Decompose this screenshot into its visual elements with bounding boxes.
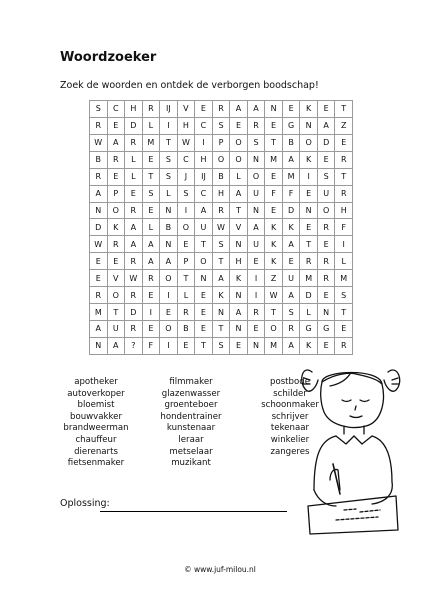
grid-cell[interactable]: B	[160, 219, 178, 236]
grid-cell[interactable]: P	[177, 253, 195, 270]
grid-cell[interactable]: N	[300, 202, 318, 219]
grid-cell[interactable]: R	[335, 337, 353, 354]
grid-cell[interactable]: N	[247, 337, 265, 354]
grid-row	[90, 270, 353, 287]
word-list-item: schilder	[273, 388, 307, 399]
grid-cell[interactable]: A	[282, 151, 300, 168]
word-list-item: metselaar	[169, 446, 213, 457]
grid-cell[interactable]: U	[107, 320, 125, 337]
grid-cell[interactable]: H	[195, 151, 213, 168]
grid-cell[interactable]: I	[247, 270, 265, 287]
grid-cell[interactable]: E	[247, 253, 265, 270]
grid-cell[interactable]: T	[195, 236, 213, 253]
word-list-item: winkelier	[270, 434, 310, 445]
grid-cell[interactable]: E	[107, 253, 125, 270]
grid-cell[interactable]: ?	[125, 337, 143, 354]
grid-cell[interactable]: I	[160, 337, 178, 354]
grid-cell[interactable]: A	[142, 236, 160, 253]
grid-cell[interactable]: H	[335, 202, 353, 219]
word-list-item: brandweerman	[63, 423, 129, 434]
grid-cell[interactable]: O	[230, 134, 248, 151]
grid-cell[interactable]: D	[282, 202, 300, 219]
grid-cell[interactable]: R	[317, 253, 335, 270]
grid-cell[interactable]: S	[160, 168, 178, 185]
grid-cell[interactable]: O	[160, 270, 178, 287]
grid-cell[interactable]: B	[212, 168, 230, 185]
grid-cell[interactable]: E	[230, 337, 248, 354]
grid-cell[interactable]: E	[107, 117, 125, 134]
grid-cell[interactable]: H	[230, 253, 248, 270]
grid-cell[interactable]: O	[195, 253, 213, 270]
grid-cell[interactable]: W	[212, 219, 230, 236]
grid-cell[interactable]: E	[160, 304, 178, 321]
grid-cell[interactable]: I	[247, 287, 265, 304]
grid-cell[interactable]: A	[282, 337, 300, 354]
grid-cell[interactable]: E	[265, 202, 283, 219]
word-search-grid	[89, 100, 353, 355]
grid-cell[interactable]: A	[125, 236, 143, 253]
word-list-item: chauffeur	[75, 434, 117, 445]
word-list-item: postbode	[269, 377, 310, 387]
grid-cell[interactable]: R	[247, 117, 265, 134]
grid-cell[interactable]: D	[125, 304, 143, 321]
word-list-item: autoverkoper	[67, 388, 125, 399]
grid-cell[interactable]: U	[282, 270, 300, 287]
grid-cell[interactable]: L	[300, 304, 318, 321]
grid-cell[interactable]: M	[282, 168, 300, 185]
grid-cell[interactable]: K	[212, 287, 230, 304]
grid-cell[interactable]: L	[230, 168, 248, 185]
grid-cell[interactable]: R	[125, 320, 143, 337]
grid-row	[90, 304, 353, 321]
grid-row	[90, 101, 353, 118]
grid-cell[interactable]: F	[265, 185, 283, 202]
grid-cell[interactable]: B	[90, 151, 108, 168]
grid-cell[interactable]: R	[335, 151, 353, 168]
grid-cell[interactable]: S	[212, 117, 230, 134]
grid-cell[interactable]: E	[230, 117, 248, 134]
word-list-item: kunstenaar	[166, 423, 216, 434]
grid-cell[interactable]: S	[282, 304, 300, 321]
worksheet-title: Woordzoeker	[60, 50, 157, 65]
word-list-item: hondentrainer	[160, 411, 222, 422]
grid-cell[interactable]: W	[177, 134, 195, 151]
grid-cell[interactable]: R	[317, 270, 335, 287]
word-list-item: schrijver	[271, 411, 309, 422]
grid-cell[interactable]: A	[195, 202, 213, 219]
grid-cell[interactable]: R	[212, 101, 230, 118]
grid-cell[interactable]: M	[300, 270, 318, 287]
grid-cell[interactable]: E	[265, 117, 283, 134]
grid-cell[interactable]: R	[335, 185, 353, 202]
grid-cell[interactable]: L	[125, 151, 143, 168]
grid-cell[interactable]: Z	[265, 270, 283, 287]
grid-cell[interactable]: M	[265, 151, 283, 168]
grid-cell[interactable]: G	[282, 117, 300, 134]
grid-cell[interactable]: U	[317, 185, 335, 202]
grid-cell[interactable]: W	[125, 270, 143, 287]
word-list-item: glazenwasser	[161, 388, 221, 399]
grid-cell[interactable]: A	[247, 219, 265, 236]
grid-cell[interactable]: A	[230, 304, 248, 321]
grid-cell[interactable]: O	[247, 168, 265, 185]
word-list-item: filmmaker	[169, 377, 213, 387]
grid-cell[interactable]: S	[247, 134, 265, 151]
grid-cell[interactable]: J	[177, 168, 195, 185]
grid-cell[interactable]: K	[265, 236, 283, 253]
grid-cell[interactable]: A	[125, 219, 143, 236]
grid-cell[interactable]: B	[282, 134, 300, 151]
grid-cell[interactable]: N	[90, 202, 108, 219]
grid-cell[interactable]: E	[335, 134, 353, 151]
grid-cell[interactable]: N	[195, 270, 213, 287]
grid-cell[interactable]: L	[335, 253, 353, 270]
grid-cell[interactable]: R	[142, 101, 160, 118]
grid-cell[interactable]: I	[160, 117, 178, 134]
grid-cell[interactable]: R	[90, 168, 108, 185]
grid-cell[interactable]: O	[107, 287, 125, 304]
grid-cell[interactable]: V	[230, 219, 248, 236]
grid-cell[interactable]: A	[160, 253, 178, 270]
grid-cell[interactable]: N	[247, 202, 265, 219]
grid-cell[interactable]: S	[90, 101, 108, 118]
grid-cell[interactable]: U	[247, 236, 265, 253]
grid-cell[interactable]: I	[177, 202, 195, 219]
grid-cell[interactable]: A	[247, 101, 265, 118]
grid-cell[interactable]: K	[107, 219, 125, 236]
grid-cell[interactable]: S	[335, 287, 353, 304]
word-list-item: dierenarts	[74, 446, 118, 457]
grid-cell[interactable]: M	[265, 337, 283, 354]
grid-cell[interactable]: E	[142, 287, 160, 304]
grid-cell[interactable]: E	[317, 287, 335, 304]
grid-cell[interactable]: K	[300, 151, 318, 168]
grid-cell[interactable]: K	[300, 337, 318, 354]
grid-cell[interactable]: T	[160, 134, 178, 151]
grid-cell[interactable]: C	[177, 151, 195, 168]
grid-cell[interactable]: L	[160, 185, 178, 202]
grid-cell[interactable]: IJ	[160, 101, 178, 118]
grid-cell[interactable]: L	[142, 219, 160, 236]
grid-cell[interactable]: O	[212, 151, 230, 168]
grid-cell[interactable]: T	[265, 134, 283, 151]
grid-cell[interactable]: D	[300, 287, 318, 304]
grid-row	[90, 134, 353, 151]
grid-row	[90, 287, 353, 304]
grid-cell[interactable]: D	[317, 134, 335, 151]
grid-cell[interactable]: E	[300, 219, 318, 236]
grid-cell[interactable]: L	[125, 168, 143, 185]
grid-cell[interactable]: G	[317, 320, 335, 337]
grid-cell[interactable]: K	[300, 101, 318, 118]
grid-cell[interactable]: E	[265, 168, 283, 185]
grid-cell[interactable]: K	[230, 270, 248, 287]
grid-cell[interactable]: D	[90, 219, 108, 236]
grid-cell[interactable]: M	[335, 270, 353, 287]
grid-cell[interactable]: E	[195, 304, 213, 321]
word-list-item: muzikant	[171, 458, 211, 469]
grid-cell[interactable]: A	[107, 337, 125, 354]
grid-cell[interactable]: W	[90, 236, 108, 253]
word-list-item: leraar	[178, 434, 204, 445]
grid-cell[interactable]: A	[317, 117, 335, 134]
grid-cell[interactable]: R	[247, 304, 265, 321]
word-list-item: fietsenmaker	[67, 458, 125, 469]
word-list-item: apotheker	[74, 377, 118, 387]
grid-cell[interactable]: F	[335, 219, 353, 236]
grid-cell[interactable]: O	[300, 134, 318, 151]
grid-row	[90, 151, 353, 168]
grid-row	[90, 320, 353, 337]
grid-cell[interactable]: I	[335, 236, 353, 253]
grid-cell[interactable]: N	[230, 236, 248, 253]
grid-cell[interactable]: E	[282, 253, 300, 270]
grid-cell[interactable]: V	[177, 101, 195, 118]
grid-cell[interactable]: N	[317, 304, 335, 321]
grid-cell[interactable]: S	[142, 185, 160, 202]
grid-cell[interactable]: A	[282, 287, 300, 304]
grid-cell[interactable]: T	[335, 101, 353, 118]
grid-cell[interactable]: I	[160, 287, 178, 304]
grid-cell[interactable]: N	[160, 202, 178, 219]
grid-cell[interactable]: V	[107, 270, 125, 287]
grid-cell[interactable]: H	[125, 101, 143, 118]
grid-cell[interactable]: E	[177, 236, 195, 253]
grid-row	[90, 202, 353, 219]
grid-cell[interactable]: E	[335, 320, 353, 337]
grid-cell[interactable]: H	[212, 185, 230, 202]
word-list-item: tekenaar	[270, 423, 310, 434]
grid-cell[interactable]: T	[107, 304, 125, 321]
grid-cell[interactable]: O	[317, 202, 335, 219]
grid-cell[interactable]: F	[282, 185, 300, 202]
grid-cell[interactable]: E	[107, 168, 125, 185]
grid-cell[interactable]: R	[125, 287, 143, 304]
grid-cell[interactable]: U	[195, 219, 213, 236]
grid-cell[interactable]: U	[247, 185, 265, 202]
grid-cell[interactable]: E	[195, 287, 213, 304]
grid-cell[interactable]: W	[90, 134, 108, 151]
grid-cell[interactable]: E	[317, 151, 335, 168]
copyright-footer: © www.juf-milou.nl	[184, 565, 256, 574]
grid-cell[interactable]: E	[195, 320, 213, 337]
solution-label: Oplossing:	[60, 498, 110, 509]
grid-row	[90, 253, 353, 270]
grid-cell[interactable]: N	[230, 287, 248, 304]
grid-cell[interactable]: E	[247, 320, 265, 337]
grid-cell[interactable]: A	[212, 270, 230, 287]
grid-cell[interactable]: T	[230, 202, 248, 219]
grid-cell[interactable]: P	[212, 134, 230, 151]
grid-cell[interactable]: R	[125, 202, 143, 219]
grid-cell[interactable]: S	[160, 151, 178, 168]
grid-cell[interactable]: R	[317, 219, 335, 236]
grid-cell[interactable]: O	[160, 320, 178, 337]
grid-cell[interactable]: E	[317, 236, 335, 253]
grid-cell[interactable]: M	[142, 134, 160, 151]
grid-cell[interactable]: R	[300, 253, 318, 270]
grid-cell[interactable]: P	[107, 185, 125, 202]
grid-cell[interactable]: N	[230, 320, 248, 337]
solution-answer-line[interactable]	[100, 511, 287, 512]
grid-cell[interactable]: R	[107, 151, 125, 168]
grid-cell[interactable]: A	[90, 320, 108, 337]
word-list-column-1	[48, 377, 144, 470]
grid-cell[interactable]: E	[282, 101, 300, 118]
grid-cell[interactable]: B	[177, 320, 195, 337]
grid-row	[90, 168, 353, 185]
grid-cell[interactable]: N	[160, 236, 178, 253]
grid-cell[interactable]: N	[265, 101, 283, 118]
grid-cell[interactable]: R	[90, 287, 108, 304]
girl-writing-illustration	[300, 360, 405, 535]
grid-cell[interactable]: S	[177, 185, 195, 202]
grid-cell[interactable]: K	[282, 219, 300, 236]
grid-cell[interactable]: A	[230, 185, 248, 202]
grid-cell[interactable]: C	[195, 117, 213, 134]
grid-cell[interactable]: A	[90, 185, 108, 202]
grid-cell[interactable]: E	[300, 185, 318, 202]
word-list-item: bloemist	[77, 400, 115, 411]
grid-cell[interactable]: E	[125, 185, 143, 202]
grid-cell[interactable]: S	[212, 236, 230, 253]
grid-cell[interactable]: H	[177, 117, 195, 134]
word-list-item: bouwvakker	[69, 411, 122, 422]
grid-cell[interactable]: L	[177, 287, 195, 304]
grid-cell[interactable]: M	[90, 304, 108, 321]
word-list-item: zangeres	[270, 446, 310, 457]
grid-cell[interactable]: I	[195, 134, 213, 151]
word-list-column-2	[150, 377, 232, 470]
instruction-text: Zoek de woorden en ontdek de verborgen boodschap!	[60, 80, 319, 91]
word-list-item: schoonmaker	[261, 400, 319, 411]
grid-cell[interactable]: R	[212, 202, 230, 219]
grid-cell[interactable]: C	[107, 101, 125, 118]
grid-cell[interactable]: C	[195, 185, 213, 202]
grid-row	[90, 337, 353, 354]
grid-cell[interactable]: T	[142, 168, 160, 185]
grid-cell[interactable]: E	[317, 101, 335, 118]
grid-cell[interactable]: IJ	[195, 168, 213, 185]
grid-cell[interactable]: S	[317, 168, 335, 185]
grid-cell[interactable]: N	[212, 304, 230, 321]
grid-cell[interactable]: A	[107, 134, 125, 151]
grid-cell[interactable]: A	[282, 236, 300, 253]
grid-cell[interactable]: I	[300, 168, 318, 185]
grid-cell[interactable]: E	[142, 202, 160, 219]
grid-cell[interactable]: T	[212, 253, 230, 270]
grid-cell[interactable]: N	[300, 117, 318, 134]
grid-cell[interactable]: T	[212, 320, 230, 337]
grid-cell[interactable]: T	[335, 168, 353, 185]
grid-cell[interactable]: N	[90, 337, 108, 354]
grid-cell[interactable]: F	[142, 337, 160, 354]
grid-cell[interactable]: T	[300, 236, 318, 253]
grid-cell[interactable]: K	[265, 219, 283, 236]
grid-cell[interactable]: R	[90, 117, 108, 134]
grid-cell[interactable]: E	[142, 320, 160, 337]
grid-row	[90, 117, 353, 134]
grid-cell[interactable]: Z	[335, 117, 353, 134]
grid-cell[interactable]: E	[142, 151, 160, 168]
grid-cell[interactable]: R	[177, 304, 195, 321]
word-list-item: groenteboer	[164, 400, 218, 411]
grid-cell[interactable]: R	[125, 134, 143, 151]
grid-cell[interactable]: R	[125, 253, 143, 270]
grid-cell[interactable]: R	[282, 320, 300, 337]
grid-cell[interactable]: E	[317, 337, 335, 354]
grid-cell[interactable]: W	[265, 287, 283, 304]
grid-cell[interactable]: T	[335, 304, 353, 321]
grid-row	[90, 219, 353, 236]
grid-cell[interactable]: T	[265, 304, 283, 321]
grid-cell[interactable]: O	[177, 219, 195, 236]
grid-cell[interactable]: L	[142, 117, 160, 134]
grid-cell[interactable]: E	[195, 101, 213, 118]
grid-row	[90, 236, 353, 253]
grid-cell[interactable]: K	[265, 253, 283, 270]
grid-cell[interactable]: N	[247, 151, 265, 168]
grid-cell[interactable]: O	[230, 151, 248, 168]
grid-cell[interactable]: R	[142, 270, 160, 287]
grid-cell[interactable]: S	[212, 337, 230, 354]
grid-row	[90, 185, 353, 202]
grid-cell[interactable]: T	[177, 270, 195, 287]
grid-cell[interactable]: E	[90, 253, 108, 270]
grid-cell[interactable]: T	[195, 337, 213, 354]
grid-cell[interactable]: G	[300, 320, 318, 337]
grid-cell[interactable]: R	[107, 236, 125, 253]
grid-cell[interactable]: E	[177, 337, 195, 354]
grid-cell[interactable]: O	[107, 202, 125, 219]
grid-cell[interactable]: D	[125, 117, 143, 134]
grid-cell[interactable]: I	[142, 304, 160, 321]
grid-cell[interactable]: E	[90, 270, 108, 287]
grid-cell[interactable]: O	[265, 320, 283, 337]
grid-cell[interactable]: A	[142, 253, 160, 270]
grid-cell[interactable]: A	[230, 101, 248, 118]
